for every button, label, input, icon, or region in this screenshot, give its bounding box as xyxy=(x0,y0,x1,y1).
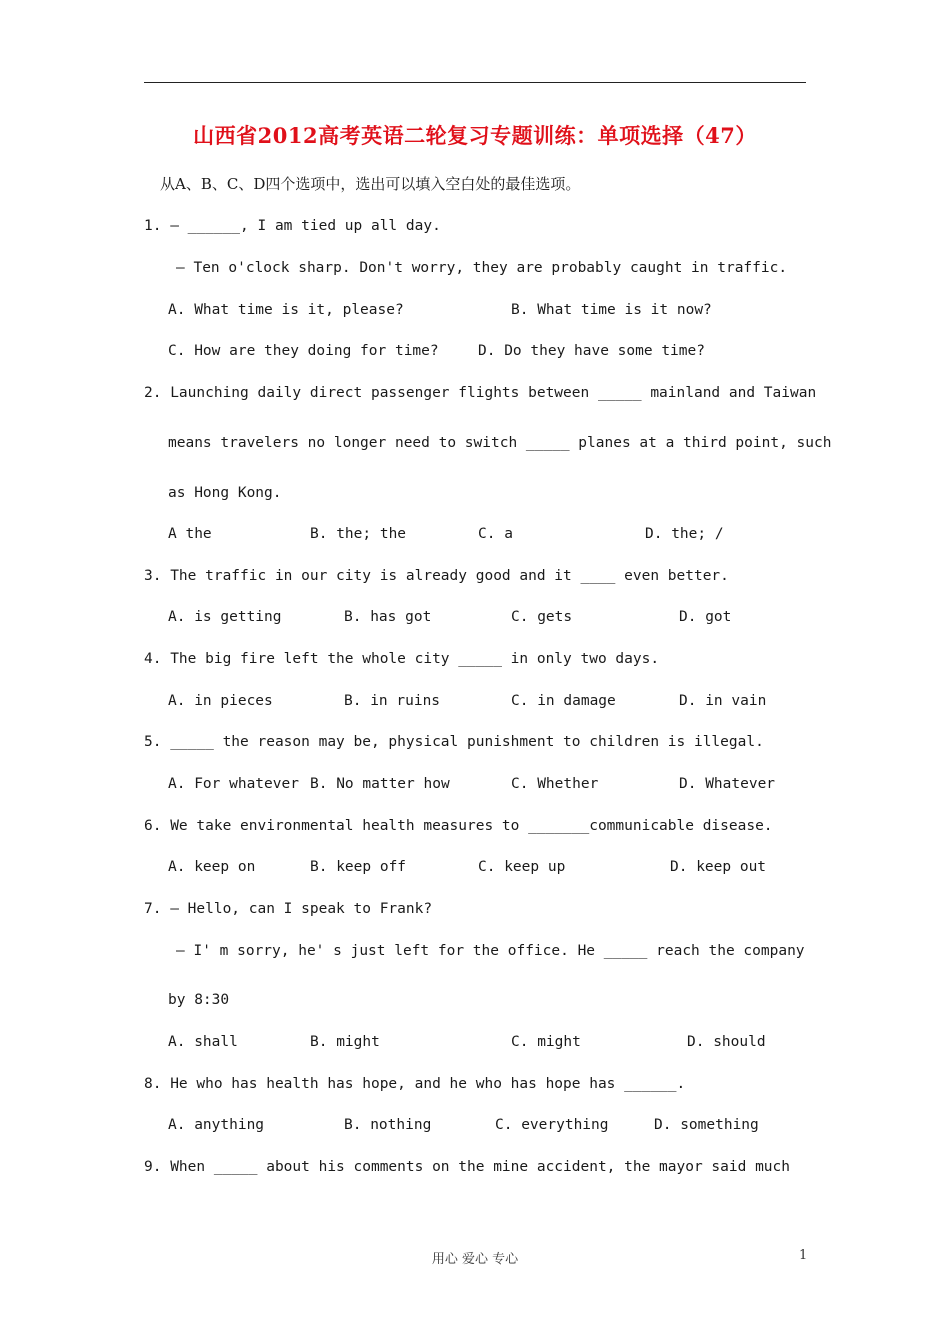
question-2-line-3: as Hong Kong. xyxy=(168,485,282,501)
question-3-option-d: D. got xyxy=(679,609,732,625)
question-4-option-d: D. in vain xyxy=(679,693,767,709)
question-1-reply: — Ten o'clock sharp. Don't worry, they are probably caught in traffic. xyxy=(176,260,788,276)
question-3-option-c: C. gets xyxy=(511,609,573,625)
question-2-line-2: means travelers no longer need to switch _____ planes at a third point, such xyxy=(168,435,832,451)
question-1-option-c: C. How are they doing for time? xyxy=(168,343,439,359)
question-2-option-b: B. the; the xyxy=(310,526,407,542)
question-2-option-c: C. a xyxy=(478,526,513,542)
question-7-line-3: by 8:30 xyxy=(168,992,230,1008)
question-1-option-d: D. Do they have some time? xyxy=(478,343,705,359)
question-2-line-1: 2. Launching daily direct passenger flights between _____ mainland and Taiwan xyxy=(144,385,817,401)
question-1-option-a: A. What time is it, please? xyxy=(168,302,404,318)
question-4-option-b: B. in ruins xyxy=(344,693,441,709)
question-9-stem: 9. When _____ about his comments on the mine accident, the mayor said much xyxy=(144,1159,791,1175)
question-8-option-d: D. something xyxy=(654,1117,759,1133)
question-6-stem: 6. We take environmental health measures to _______communicable disease. xyxy=(144,818,773,834)
question-2-option-d: D. the; / xyxy=(645,526,724,542)
document-title: 山西省2012高考英语二轮复习专题训练：单项选择（47） xyxy=(193,123,757,148)
question-7-option-b: B. might xyxy=(310,1034,380,1050)
question-4-option-c: C. in damage xyxy=(511,693,616,709)
question-7-option-a: A. shall xyxy=(168,1034,238,1050)
question-5-stem: 5. _____ the reason may be, physical punishment to children is illegal. xyxy=(144,734,764,750)
question-4-stem: 4. The big fire left the whole city _____ in only two days. xyxy=(144,651,660,667)
question-6-option-a: A. keep on xyxy=(168,859,256,875)
question-8-option-b: B. nothing xyxy=(344,1117,432,1133)
question-3-option-b: B. has got xyxy=(344,609,432,625)
question-3-stem: 3. The traffic in our city is already good and it ____ even better. xyxy=(144,568,729,584)
question-1-stem: 1. — ______, I am tied up all day. xyxy=(144,218,441,234)
question-2-option-a: A the xyxy=(168,526,212,542)
header-rule xyxy=(144,82,806,83)
question-8-option-a: A. anything xyxy=(168,1117,265,1133)
question-3-option-a: A. is getting xyxy=(168,609,282,625)
question-4-option-a: A. in pieces xyxy=(168,693,273,709)
question-7-option-c: C. might xyxy=(511,1034,581,1050)
page-number: 1 xyxy=(799,1248,808,1263)
question-7-reply: — I' m sorry, he' s just left for the office. He _____ reach the company xyxy=(176,943,805,959)
question-7-option-d: D. should xyxy=(687,1034,766,1050)
question-6-option-d: D. keep out xyxy=(670,859,767,875)
question-6-option-b: B. keep off xyxy=(310,859,407,875)
question-8-option-c: C. everything xyxy=(495,1117,609,1133)
question-1-option-b: B. What time is it now? xyxy=(511,302,712,318)
question-5-option-d: D. Whatever xyxy=(679,776,776,792)
page-footer: 用心 爱心 专心 xyxy=(431,1252,519,1267)
question-5-option-a: A. For whatever xyxy=(168,776,299,792)
question-5-option-c: C. Whether xyxy=(511,776,599,792)
question-6-option-c: C. keep up xyxy=(478,859,566,875)
question-8-stem: 8. He who has health has hope, and he who has hope has ______. xyxy=(144,1076,686,1092)
question-7-stem: 7. — Hello, can I speak to Frank? xyxy=(144,901,433,917)
instruction-text: 从A、B、C、D四个选项中，选出可以填入空白处的最佳选项。 xyxy=(160,175,581,193)
question-5-option-b: B. No matter how xyxy=(310,776,450,792)
